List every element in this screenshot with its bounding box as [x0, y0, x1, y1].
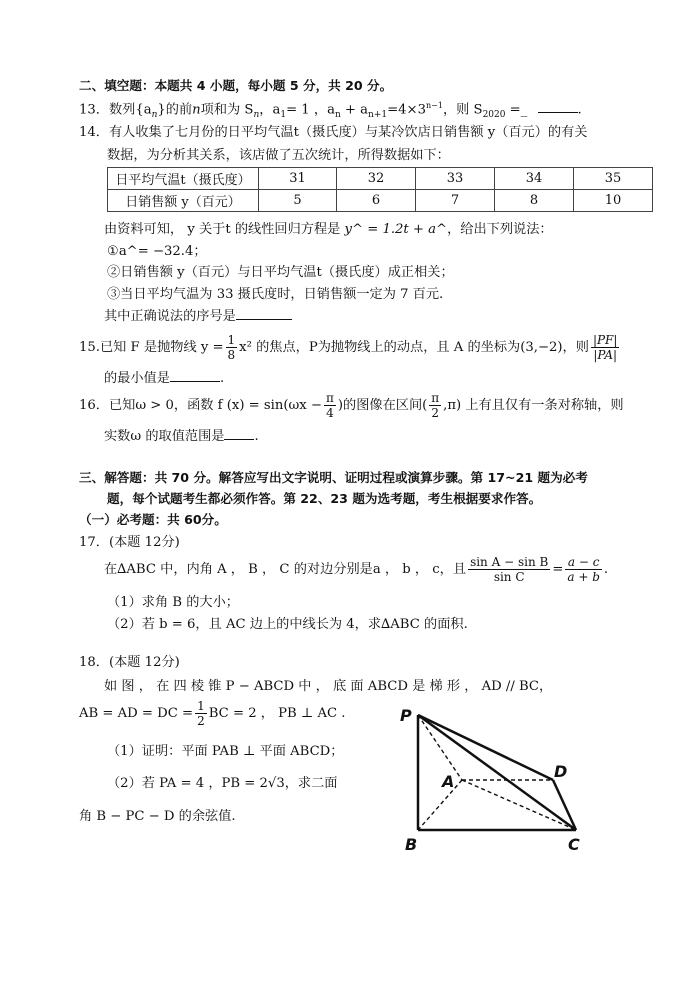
- q18-line1: 如 图 ， 在 四 棱 锥 P − ABCD 中 ， 底 面 ABCD 是 梯 形 ， AD // BC，: [104, 679, 553, 694]
- label-D: D: [554, 762, 568, 781]
- section2-header: 二、填空题：本题共 4 小题，每小题 5 分，共 20 分。: [79, 78, 393, 93]
- q18-part2: （2）若 PA = 4 ，PB = 2√3，求二面: [107, 776, 338, 791]
- q15-answer-blank: [170, 369, 220, 382]
- edge-PD: [418, 715, 553, 780]
- q17-title: 17．(本题 12分): [79, 535, 180, 550]
- q15-line1: 15.已知 F 是抛物线 y = $\frac{1}{8}$ x² 的焦点，P为抛物线上的动点，且 A 的坐标为(3,−2)，则 $\frac{|PF|}{|PA|}$: [79, 333, 618, 362]
- table-cell: 5: [259, 190, 337, 212]
- q16-number: 16．: [79, 398, 109, 413]
- label-P: P: [400, 706, 412, 725]
- q18-line2: AB = AD = DC = $\frac{1}{2}$ BC = 2 ， PB ⊥ AC .: [79, 699, 346, 728]
- q16-fraction-2: $\frac{\pi}{2}$: [431, 391, 440, 420]
- q14-option3: ③当日平均气温为 33 摄氏度时，日销售额一定为 7 百元.: [107, 287, 444, 302]
- q17-line1: 在∆ABC 中，内角 A ， B ， C 的对边分别是a ， b ， c，且 $\frac{\text{sin A − sin B}}{\text{sin C}}$ = $\frac{a - c}{a + b}$ .: [104, 555, 609, 584]
- table-cell: 10: [574, 190, 653, 212]
- q14-line3: 由资料可知， y 关于t 的线性回归方程是 y^ = 1.2t + a^，给出下列说法：: [104, 222, 553, 237]
- q13-number: 13．: [79, 102, 109, 118]
- table-cell: 35: [574, 168, 653, 190]
- q14-number: 14．: [79, 125, 109, 140]
- q18-part3: 角 B − PC − D 的余弦值.: [79, 809, 236, 824]
- q14-answer-blank: [236, 307, 292, 320]
- q16-answer-blank: [224, 427, 254, 440]
- q15-line2: 的最小值是 .: [104, 371, 225, 386]
- q17-part1: （1）求角 B 的大小；: [107, 595, 239, 610]
- label-C: C: [568, 835, 580, 854]
- q18-part1: （1）证明：平面 PAB ⊥ 平面 ABCD；: [107, 744, 344, 759]
- table-cell: 7: [416, 190, 495, 212]
- q17-part2: （2）若 b = 6，且 AC 边上的中线长为 4，求∆ABC 的面积.: [107, 617, 468, 632]
- section3-subheader: （一）必考题：共 60分。: [79, 512, 227, 527]
- q18-fraction: $\frac{1}{2}$: [197, 699, 205, 728]
- q14-option2: ②日销售额 y（百元）与日平均气温t（摄氏度）成正相关；: [107, 265, 454, 280]
- q18-title: 18．(本题 12分): [79, 655, 180, 670]
- q14-regression-equation: y^ = 1.2t + a^: [344, 222, 448, 237]
- q16-line1: 16．已知ω > 0，函数 f (x) = sin(ωx − $\frac{\pi}{4}$ )的图像在区间( $\frac{\pi}{2}$ ,π) 上有且仅有一条对称轴，则: [79, 391, 624, 420]
- table-cell: 34: [495, 168, 574, 190]
- edge-AB-hidden: [418, 780, 462, 830]
- table-cell: 6: [337, 190, 416, 212]
- section3-header-line2: 题，每个试题考生都必须作答。第 22、23 题为选考题，考生根据要求作答。: [107, 491, 542, 506]
- q16-fraction-1: $\frac{\pi}{4}$: [325, 391, 334, 420]
- label-A: A: [442, 772, 455, 791]
- q13-answer-blank: [538, 100, 578, 113]
- table-cell: 32: [337, 168, 416, 190]
- q13: 13．数列$\{a_n\}$的前n项和为 $S_n$，$a_1= 1$ ，$a_n + a_{n+1}=4\times 3^{n-1}$，则 $S_{2020}$ =_ .: [79, 101, 582, 121]
- table-cell: 8: [495, 190, 574, 212]
- q14-line4: 其中正确说法的序号是: [104, 307, 292, 325]
- q14-data-table: [107, 167, 653, 212]
- table-row: [108, 190, 653, 212]
- table-cell-label: 日销售额 y（百元）: [108, 190, 259, 212]
- q14-option1: ①a^= −32.4；: [107, 244, 207, 259]
- label-B: B: [405, 835, 418, 854]
- table-cell-label: 日平均气温t（摄氏度）: [108, 168, 259, 190]
- q15-number: 15.: [79, 340, 100, 355]
- q16-line2: 实数ω 的取值范围是 .: [104, 429, 259, 444]
- section3-header-line1: 三、解答题：共 70 分。解答应写出文字说明、证明过程或演算步骤。第 17~21 题为必考: [79, 470, 588, 485]
- q14-line2: 数据，为分析其关系，该店做了五次统计，所得数据如下：: [107, 148, 450, 163]
- q15-fraction: $\frac{1}{8}$: [227, 333, 236, 362]
- table-cell: 33: [416, 168, 495, 190]
- q17-fraction-left: $\frac{\text{sin A − sin B}}{\text{sin C}}$: [470, 555, 549, 584]
- q15-ratio-fraction: $\frac{|PF|}{|PA|}$: [592, 333, 618, 362]
- table-cell: 31: [259, 168, 337, 190]
- table-row: [108, 168, 653, 190]
- q14-line1: 14．有人收集了七月份的日平均气温t（摄氏度）与某冷饮店日销售额 y（百元）的有关: [79, 125, 588, 140]
- q17-fraction-right: $\frac{a - c}{a + b}$: [567, 555, 600, 584]
